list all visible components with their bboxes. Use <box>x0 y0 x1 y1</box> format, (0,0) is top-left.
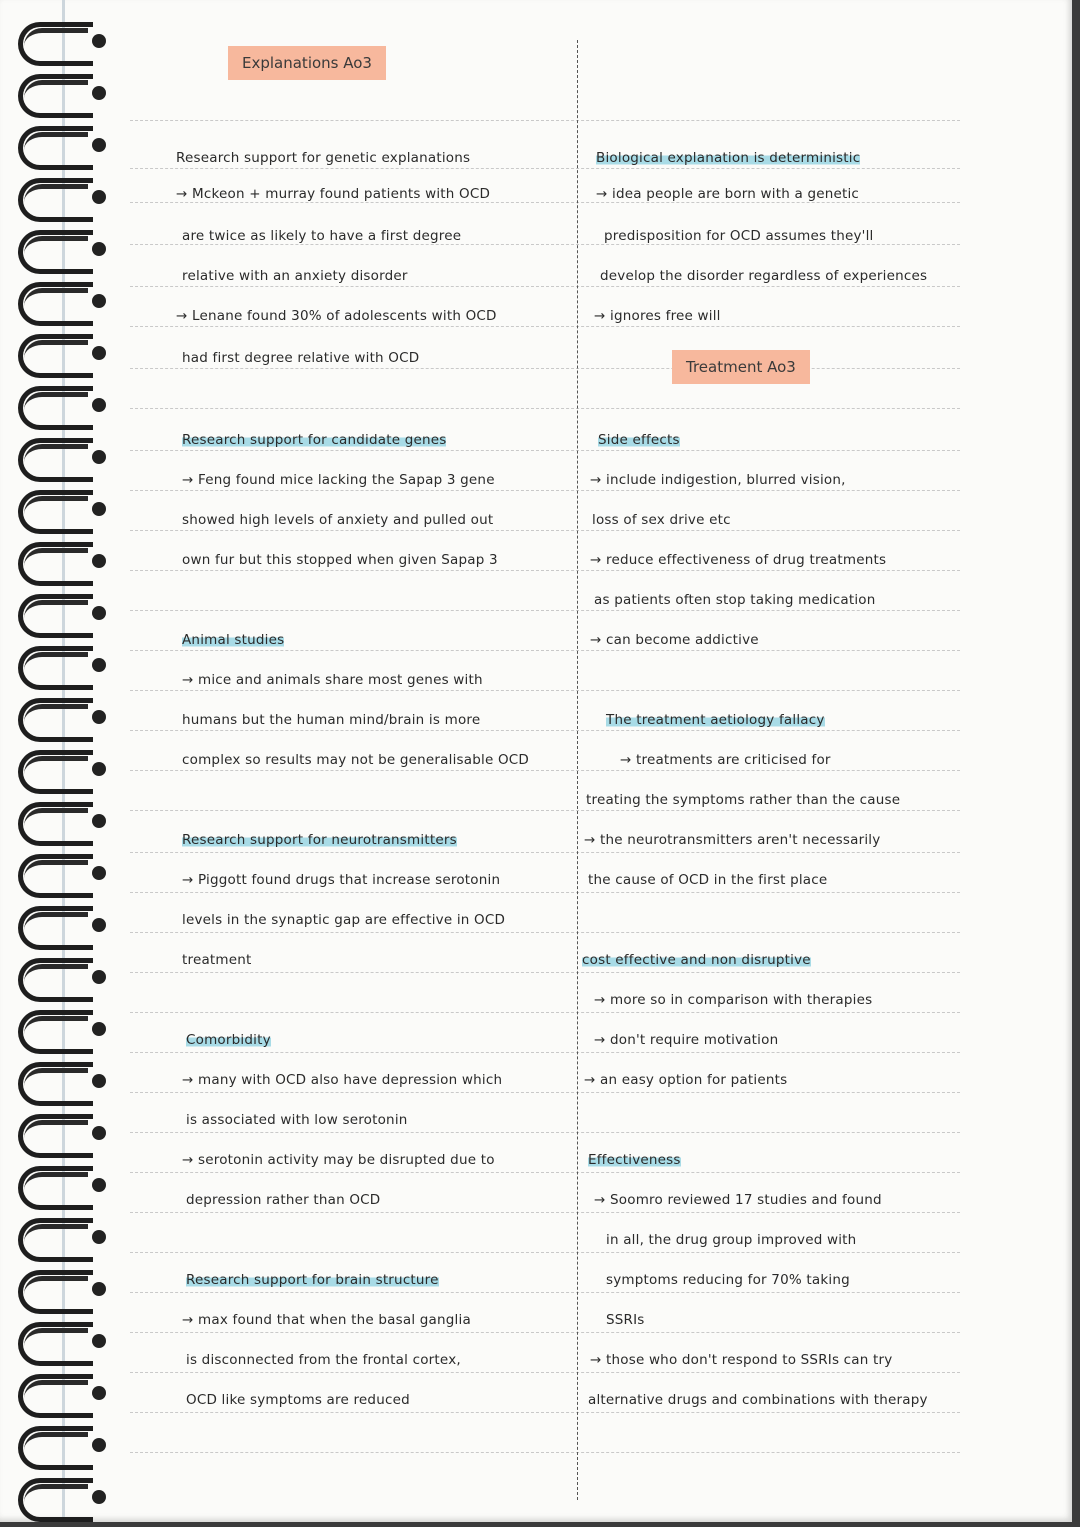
animal-line: humans but the human mind/brain is more <box>182 712 481 728</box>
side-title-text: Side effects <box>598 432 680 448</box>
bio-line: develop the disorder regardless of experiences <box>600 268 928 284</box>
spiral-ring <box>10 904 110 944</box>
bio-title-text: Biological explanation is deterministic <box>596 150 861 166</box>
spiral-ring <box>10 488 110 528</box>
neuro-title-text: Research support for neurotransmitters <box>182 832 457 848</box>
comorbidity-line: depression rather than OCD <box>186 1192 381 1208</box>
spiral-ring <box>10 852 110 892</box>
animal-title-text: Animal studies <box>182 632 285 648</box>
bio-title <box>596 150 860 166</box>
spiral-ring <box>10 1424 110 1464</box>
spiral-ring <box>10 1060 110 1100</box>
effect-line: → those who don't respond to SSRIs can try <box>590 1352 893 1368</box>
spiral-binding <box>0 0 130 1527</box>
neuro-line: levels in the synaptic gap are effective in OCD <box>182 912 506 928</box>
candidate-title <box>182 432 446 448</box>
spiral-ring <box>10 124 110 164</box>
spiral-ring <box>10 384 110 424</box>
spiral-ring <box>10 1112 110 1152</box>
spiral-ring <box>10 1164 110 1204</box>
brain-line: → max found that when the basal ganglia <box>182 1312 471 1328</box>
effect-title <box>588 1152 681 1168</box>
brain-line: OCD like symptoms are reduced <box>186 1392 410 1408</box>
genetic-title: Research support for genetic explanations <box>176 150 471 166</box>
spiral-ring <box>10 644 110 684</box>
genetic-line: relative with an anxiety disorder <box>182 268 408 284</box>
fallacy-line: → the neurotransmitters aren't necessarily <box>584 832 881 848</box>
genetic-line: → Mckeon + murray found patients with OCD <box>176 186 491 202</box>
animal-title <box>182 632 284 648</box>
effect-line: SSRIs <box>606 1312 645 1328</box>
column-divider <box>577 40 578 1500</box>
spiral-ring <box>10 1008 110 1048</box>
comorbidity-line: → many with OCD also have depression which <box>182 1072 503 1088</box>
comorbidity-line: → serotonin activity may be disrupted due to <box>182 1152 495 1168</box>
brain-title <box>186 1272 439 1288</box>
cost-title-text: cost effective and non disruptive <box>582 952 811 968</box>
candidate-title-text: Research support for candidate genes <box>182 432 447 448</box>
bio-line: → idea people are born with a genetic <box>596 186 860 202</box>
candidate-line: own fur but this stopped when given Sapap 3 <box>182 552 498 568</box>
fallacy-title-text: The treatment aetiology fallacy <box>606 712 825 728</box>
brain-title-text: Research support for brain structure <box>186 1272 439 1288</box>
fallacy-line: the cause of OCD in the first place <box>588 872 828 888</box>
spiral-ring <box>10 1216 110 1256</box>
cost-line: → don't require motivation <box>594 1032 779 1048</box>
genetic-line: are twice as likely to have a first degree <box>182 228 462 244</box>
spiral-ring <box>10 1476 110 1516</box>
effect-line: → Soomro reviewed 17 studies and found <box>594 1192 882 1208</box>
spiral-ring <box>10 176 110 216</box>
cost-line: → more so in comparison with therapies <box>594 992 873 1008</box>
spiral-ring <box>10 748 110 788</box>
spiral-ring <box>10 436 110 476</box>
spiral-ring <box>10 1372 110 1412</box>
effect-title-text: Effectiveness <box>588 1152 681 1168</box>
spiral-ring <box>10 800 110 840</box>
neuro-title <box>182 832 457 848</box>
fallacy-title <box>606 712 825 728</box>
candidate-line: showed high levels of anxiety and pulled out <box>182 512 494 528</box>
effect-line: in all, the drug group improved with <box>606 1232 857 1248</box>
comorbidity-title-text: Comorbidity <box>186 1032 271 1048</box>
fallacy-line: → treatments are criticised for <box>620 752 831 768</box>
side-line: → reduce effectiveness of drug treatments <box>590 552 887 568</box>
cost-line: → an easy option for patients <box>584 1072 788 1088</box>
spiral-ring <box>10 72 110 112</box>
side-line: loss of sex drive etc <box>592 512 731 528</box>
heading-treatment: Treatment Ao3 <box>672 350 810 384</box>
spiral-ring <box>10 20 110 60</box>
spiral-ring <box>10 332 110 372</box>
genetic-line: had first degree relative with OCD <box>182 350 420 366</box>
heading-explanations: Explanations Ao3 <box>228 46 386 80</box>
comorbidity-title <box>186 1032 271 1048</box>
spiral-ring <box>10 540 110 580</box>
spiral-ring <box>10 1320 110 1360</box>
spiral-ring <box>10 592 110 632</box>
animal-line: complex so results may not be generalisable OCD <box>182 752 530 768</box>
genetic-line: → Lenane found 30% of adolescents with OCD <box>176 308 497 324</box>
side-title <box>598 432 680 448</box>
side-line: → include indigestion, blurred vision, <box>590 472 846 488</box>
effect-line: alternative drugs and combinations with therapy <box>588 1392 928 1408</box>
animal-line: → mice and animals share most genes with <box>182 672 483 688</box>
spiral-ring <box>10 280 110 320</box>
side-line: → can become addictive <box>590 632 759 648</box>
bio-line: predisposition for OCD assumes they'll <box>604 228 874 244</box>
spiral-ring <box>10 228 110 268</box>
cost-title <box>582 952 811 968</box>
spiral-ring <box>10 1268 110 1308</box>
effect-line: symptoms reducing for 70% taking <box>606 1272 850 1288</box>
spiral-ring <box>10 956 110 996</box>
side-line: as patients often stop taking medication <box>594 592 876 608</box>
neuro-line: treatment <box>182 952 252 968</box>
spiral-ring <box>10 696 110 736</box>
comorbidity-line: is associated with low serotonin <box>186 1112 408 1128</box>
candidate-line: → Feng found mice lacking the Sapap 3 gene <box>182 472 495 488</box>
bio-line: → ignores free will <box>594 308 721 324</box>
neuro-line: → Piggott found drugs that increase serotonin <box>182 872 501 888</box>
fallacy-line: treating the symptoms rather than the cause <box>586 792 901 808</box>
brain-line: is disconnected from the frontal cortex, <box>186 1352 461 1368</box>
